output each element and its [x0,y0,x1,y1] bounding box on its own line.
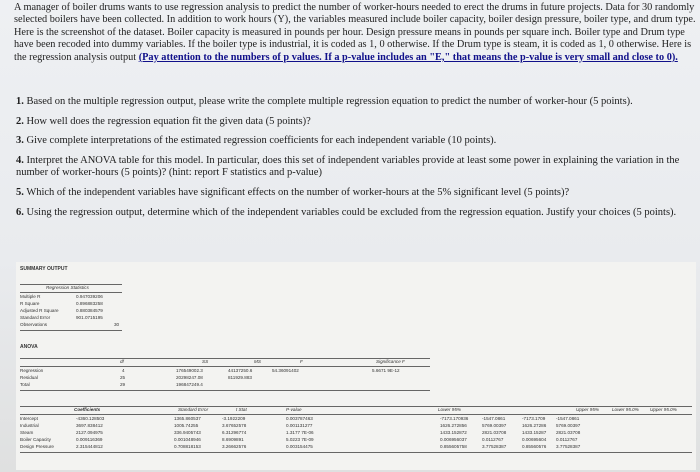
intro-highlight: (Pay attention to the numbers of p values. If a p-value includes an "E," that means the p-value is very small and close to 0). [138,51,678,63]
question-item: 2. How well does the regression equation fit the given data (5 points)? [16,115,311,127]
problem-intro [14,2,698,64]
coef-row-label: Design Pressure [20,444,54,449]
coef-row-label: Intercept [20,416,38,421]
summary-title: SUMMARY OUTPUT [20,266,68,272]
multiple-r-value: 0.947039206 [76,294,103,299]
adj-r-square-value: 0.880384579 [76,308,103,313]
coef-row-label: Boiler Capacity [20,437,51,442]
std-error-value: 901.0715195 [76,315,103,320]
intro-text: A manager of boiler drums wants to use regression analysis to predict the number of worker-hours needed to erect the drums in future projects. Data for 30 randomly selected boilers have been collected. In addition to work hours (Y), the variables measured include boiler capacity, boiler design pressure, boiler type, and drum type. Here is the screenshot of the dataset. Boiler capacity is measured in pounds per hour. Design pressure means in pounds per square inch. Boiler type and Drum type have been recoded into dummy variables. If the boiler type is industrial, it is coded as 1, 0 otherwise. If the Drum type is steam, it is coded as 1, 0 otherwise. Here is the regression analysis output [14,2,696,63]
reg-stats-title: Regression Statistics [46,285,89,290]
question-item: 1. Based on the multiple regression output, please write the complete multiple regression equation to predict the number of worker-hour (5 points). [16,96,633,107]
f-stat-value: 54.36091402 [272,368,299,373]
anova-title: ANOVA [20,344,38,350]
regression-output-sheet: SUMMARY OUTPUT Regression Statistics Multiple R 0.947039206 R Square 0.896883258 Adjusted R Square 0.880384579 Standard Error 901.0715195 Observations 30 ANOVA df SS MS F Significance F Regression 4 176549002.3 44137250.6 54.36091402 5.6671 9E-12 Residual 25 20298247.08 811929.883 Total 29 196847249.4 Coefficients Standard Error t Stat P-value Lower 95% Upper 95% Lower 95.0% Upper 95.0% Intercept -4360.128503 1365.860537 -3.1922209 0.003787463 -7173.170936 -1547.0861 -7173.1709 -1547.0861 Industrial 3697.838412 1005.74255 3.67652578 0.001131277 1626.272856 5769.00397 1626.27286 5769.00397 Steam 2127.094975 336.9405743 6.31296774 1.3177 7E-06 1433.152872 2821.03708 1433.15287 2821.03708 Boiler Capacity 0.009116369 0.001048946 8.6909891 5.0223 7E-09 0.006956037 0.0112767 0.00695604 0.0112767 Design Pressure 2.315444812 0.708818153 3.26662576 0.003154475 0.855605758 3.77528387 0.85560576 3.77528387 [16,262,696,470]
question-item: 4. Interpret the ANOVA table for this model. In particular, does this set of independent variables provide at least some power in explaining the variation in the number of worker-hours (5 points)? (hint: report F statistics and p-value) [16,154,680,179]
observations-value: 30 [114,322,120,327]
question-item: 6. Using the regression output, determine which of the independent variables could be excluded from the regression equation. Justify your choices (5 points). [16,206,677,218]
r-square-value: 0.896883258 [76,301,103,306]
question-item: 5. Which of the independent variables have significant effects on the number of worker-hours at the 5% significant level (5 points)? [16,186,570,198]
coef-row-label: Industrial [20,423,39,428]
significance-f-value: 5.6671 9E-12 [372,368,400,373]
question-list [16,96,688,226]
question-item: 3. Give complete interpretations of the estimated regression coefficients for each independent variable (10 points). [16,135,497,147]
coef-row-label: Steam [20,430,34,435]
